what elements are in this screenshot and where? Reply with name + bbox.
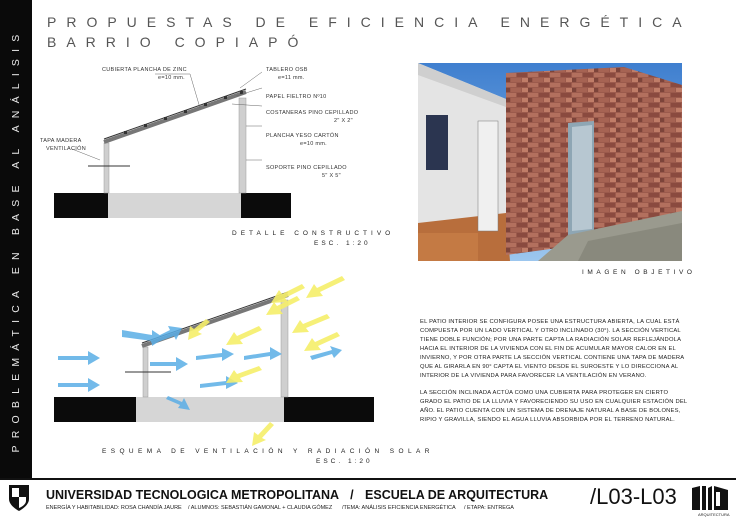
university-logo (8, 484, 30, 512)
ground-slab (108, 193, 241, 218)
sun-arrow (188, 319, 210, 340)
sun-arrow (226, 366, 262, 383)
scheme-scale: ESC. 1:20 (316, 458, 373, 465)
sun-arrow (226, 326, 262, 345)
university-name: UNIVERSIDAD TECNOLOGICA METROPOLITANA (46, 488, 339, 502)
description (420, 318, 690, 433)
post-left (104, 143, 109, 193)
label-papel: PAPEL FIELTRO Nº10 (266, 94, 327, 100)
footer-theme: /TEMA: ANÁLISIS EFICIENCIA ENERGÉTICA (342, 505, 456, 511)
sheet-code: /L03-L03 (590, 484, 677, 509)
label-soporte-dim: 5" X 5" (322, 173, 341, 179)
wind-arrow (150, 357, 188, 371)
label-plancha-dim: e=10 mm. (300, 141, 328, 147)
post-right-2 (281, 300, 288, 397)
roof-beam (104, 92, 246, 142)
ground-block-right (241, 193, 291, 218)
ground-block-left (54, 193, 108, 218)
detail-caption: DETALLE CONSTRUCTIVO (232, 230, 395, 237)
ground-slab-2 (136, 397, 284, 422)
footer-divider (0, 478, 736, 480)
footer-title (46, 488, 548, 502)
footer-course: ENERGÍA Y HABITABILIDAD: ROSA CHANDÍA JAURE (46, 505, 182, 511)
sun-arrow (252, 422, 274, 446)
ground-block-left-2 (54, 397, 136, 422)
label-plancha: PLANCHA YESO CARTÓN (266, 133, 339, 139)
page-title: PROPUESTAS DE EFICIENCIA ENERGÉTICA (47, 14, 692, 30)
wind-arrow (58, 378, 100, 392)
sun-arrow (292, 314, 330, 333)
detail-scale: ESC. 1:20 (314, 240, 371, 247)
label-cubierta-dim: e=10 mm. (158, 75, 186, 81)
photo-caption: IMAGEN OBJETIVO (582, 269, 696, 276)
architecture-logo-text: ARQUITECTURA (698, 512, 730, 517)
footer-students: / ALUMNOS: SEBASTIÁN GAMONAL + CLAUDIA GÓMEZ (188, 505, 333, 511)
label-tablero: TABLERO OSB (266, 67, 308, 73)
post-right (239, 98, 246, 193)
sun-arrow (306, 276, 345, 298)
label-tablero-dim: e=11 mm. (278, 75, 305, 81)
wind-arrow (244, 347, 282, 360)
label-tapa-2: VENTILACIÓN (46, 146, 86, 152)
label-tapa: TAPA MADERA (40, 138, 82, 144)
wind-arrow (196, 348, 234, 361)
page-subtitle: BARRIO COPIAPÓ (47, 34, 309, 50)
ground-block-right-2 (284, 397, 374, 422)
description-paragraph-1: EL PATIO INTERIOR SE CONFIGURA POSEE UNA ESTRUCTURA ABIERTA, LA CUAL ESTÁ COMPUESTA POR UN LADO VERTICAL Y OTRO INCLINADO (30°). LA SECCIÓN VERTICAL TIENE DOBLE FUNCIÓN; POR UNA PARTE CAPTA LA RADIACIÓN SOLAR REFLEJÁNDOLA HACIA EL INTERIOR DE LA VIVIENDA CON EL FIN DE ACUMULAR MAYOR CALOR EN EL INVIERNO, Y POR OTRA PARTE LA SECCIÓN VERTICAL CONTIENE UNA TAPA DE MADERA QUE AL GIRARLA EN 90° CAPTA EL VIENTO DESDE EL SUROESTE Y LO DIRECCIONA AL INTERIOR DE LA VIVIENDA PARA FAVORECER LA VENTILACIÓN EN VERANO. (420, 319, 685, 379)
label-soporte: SOPORTE PINO CEPILLADO (266, 165, 347, 171)
sidebar-title: PROBLEMÁTICA EN BASE AL ANÁLISIS (10, 27, 22, 453)
wind-arrow (58, 351, 100, 365)
footer-separator: / (350, 488, 354, 502)
label-cubierta: CUBIERTA PLANCHA DE ZINC (102, 67, 187, 73)
school-name: ESCUELA DE ARQUITECTURA (365, 488, 549, 502)
label-costaneras-dim: 2" X 2" (334, 118, 353, 124)
objective-image (418, 63, 682, 261)
footer-stage: / ETAPA: ENTREGA (464, 505, 514, 511)
label-costaneras: COSTANERAS PINO CEPILLADO (266, 110, 359, 116)
scheme-caption: ESQUEMA DE VENTILACIÓN Y RADIACIÓN SOLAR (102, 448, 434, 455)
description-paragraph-2: LA SECCIÓN INCLINADA ACTÚA COMO UNA CUBIERTA PARA PROTEGER EN CIERTO GRADO EL PATIO DE LA LLUVIA Y FAVORECIENDO SU USO EN CUALQUIER ESTACIÓN DEL AÑO. EL PATIO CUENTA CON UN SISTEMA DE DRENAJE NATURAL A BASE DE BOLONES, RIPIO Y GRAVILLA, SIENDO EL AGUA LLUVIA ABSORBIDA POR EL TERRENO NATURAL. (420, 390, 688, 423)
